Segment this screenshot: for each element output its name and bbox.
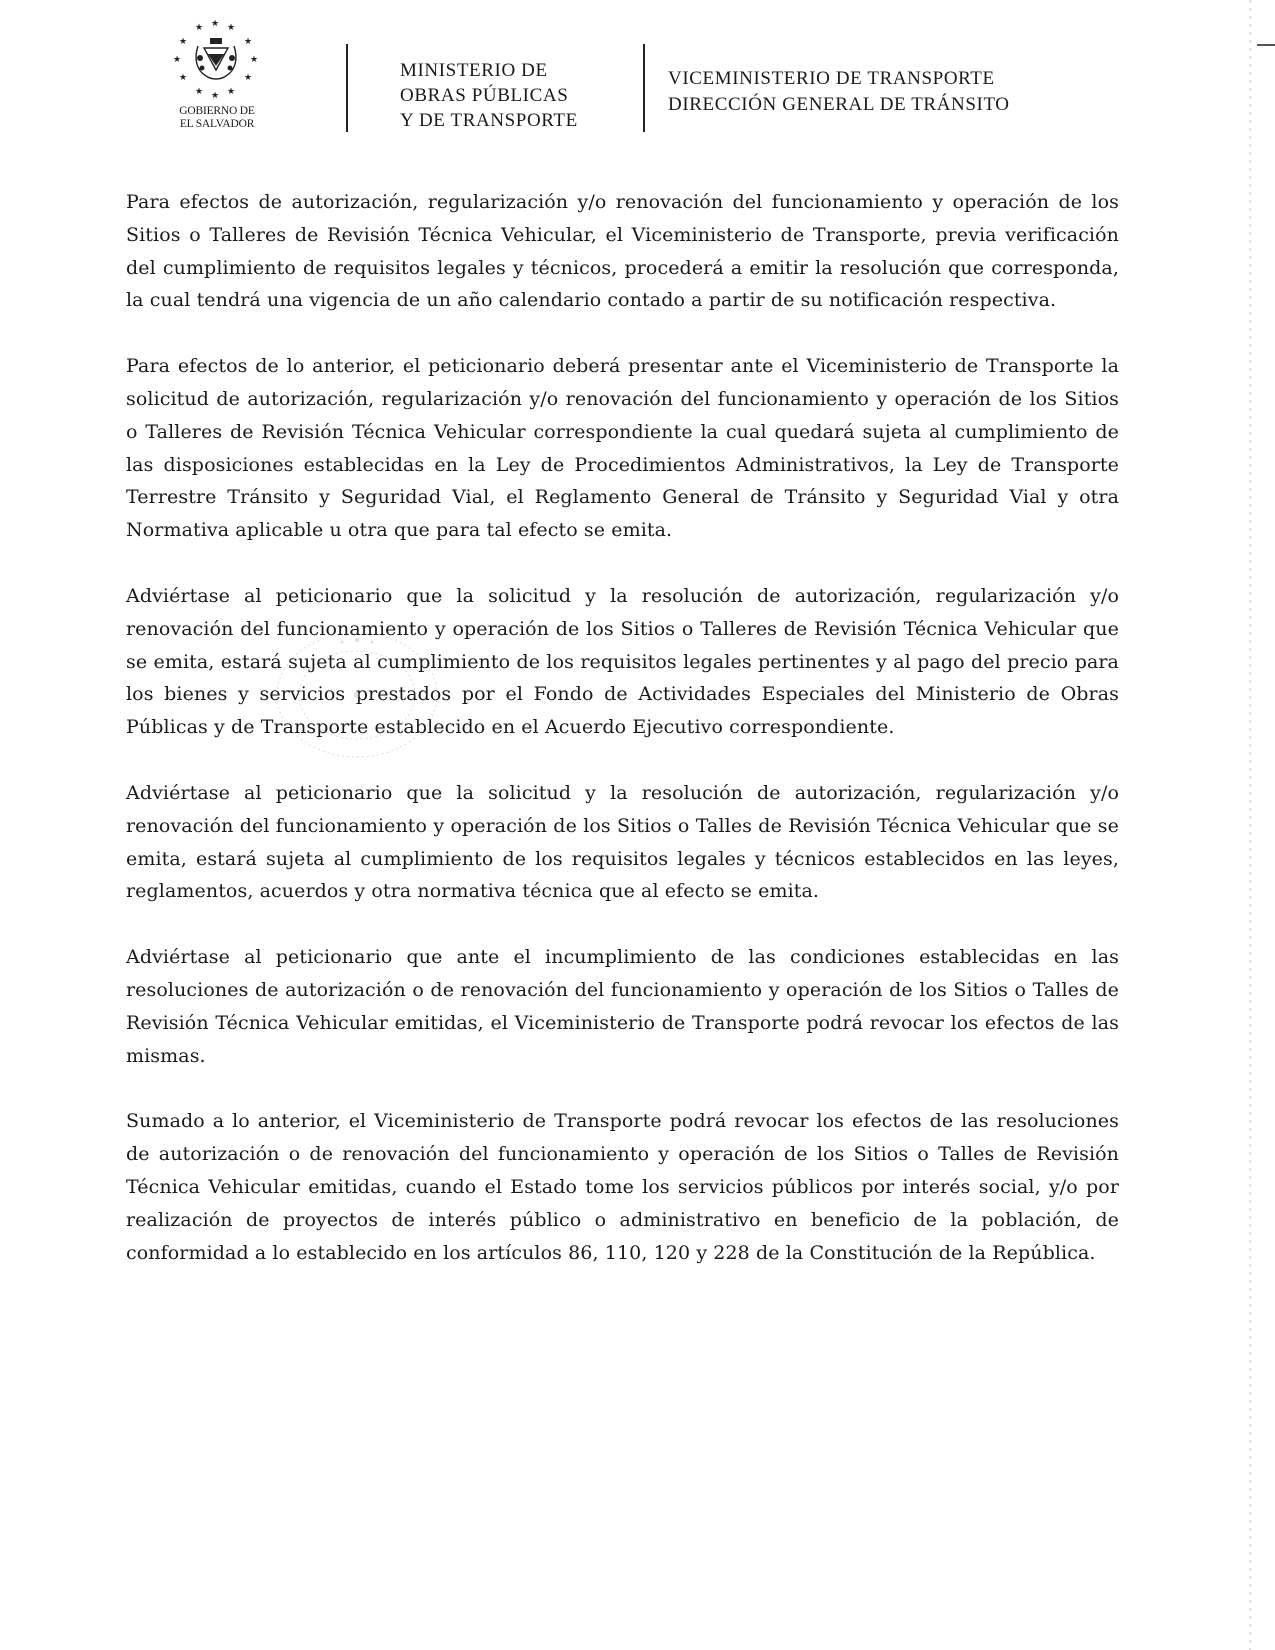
body-paragraph: Adviértase al peticionario que la solicitud y la resolución de autorización, regularización y/o renovación del funcionamiento y operación de los Sitios o Talles de Revisión Técnica Vehicular que se emita, estará sujeta al cumplimiento de los requisitos legales y técnicos establecidos en las leyes, reglamentos, acuerdos y otra normativa técnica que al efecto se emita. (126, 781, 1119, 903)
scan-edge (1249, 0, 1251, 1650)
ministry-name-line: MINISTERIO DE (400, 60, 548, 81)
scan-edge-tick (1257, 44, 1275, 46)
svg-text:★: ★ (173, 55, 182, 65)
svg-text:★: ★ (227, 87, 236, 97)
body-paragraph: Adviértase al peticionario que la solicitud y la resolución de autorización, regularización y/o renovación del funcionamiento y operación de los Sitios o Talleres de Revisión Técnica Vehicular que se emita, estará sujeta al cumplimiento de los requisitos legales pertinentes y al pago del precio para los bienes y servicios prestados por el Fondo de Actividades Especiales del Ministerio de Obras Públicas y de Transporte establecido en el Acuerdo Ejecutivo correspondiente. (126, 584, 1119, 739)
header-divider (346, 44, 348, 132)
vice-ministry-line: DIRECCIÓN GENERAL DE TRÁNSITO (668, 94, 1010, 115)
ministry-name-line: Y DE TRANSPORTE (400, 110, 578, 131)
svg-text:★: ★ (227, 23, 236, 33)
body-paragraph: Para efectos de autorización, regularización y/o renovación del funcionamiento y operación de los Sitios o Talleres de Revisión Técnica Vehicular, el Viceministerio de Transporte, previa verificación del cumplimiento de requisitos legales y técnicos, procederá a emitir la resolución que corresponda, la cual tendrá una vigencia de un año calendario contado a partir de su notificación respectiva. (126, 191, 1119, 312)
svg-text:★: ★ (211, 91, 220, 98)
body-paragraph: Sumado a lo anterior, el Viceministerio de Transporte podrá revocar los efectos de las resoluciones de autorización o de renovación del funcionamiento y operación de los Sitios o Talles de Revisión Técnica Vehicular emitidas, cuando el Estado tome los servicios públicos por interés social, y/o por realización de proyectos de interés público o administrativo en beneficio de la población, de conformidad a lo establecido en los artículos 86, 110, 120 y 228 de la Constitución de la República. (126, 1110, 1119, 1264)
body-paragraph: Para efectos de lo anterior, el peticionario deberá presentar ante el Viceministerio de Transporte la solicitud de autorización, regularización y/o renovación del funcionamiento y operación de los Sitios o Talleres de Revisión Técnica Vehicular correspondiente la cual quedará sujeta al cumplimiento de las disposiciones establecidas en la Ley de Procedimientos Administrativos, la Ley de Transporte Terrestre Tránsito y Seguridad Vial, el Reglamento General de Tránsito y Seguridad Vial y otra Normativa aplicable u otra que para tal efecto se emita. (126, 355, 1119, 542)
government-name-line: EL SALVADOR (179, 118, 255, 130)
svg-text:★: ★ (195, 87, 204, 97)
document-body (126, 186, 1119, 1302)
body-paragraph: Adviértase al peticionario que ante el incumplimiento de las condiciones establecidas en las resoluciones de autorización o de renovación del funcionamiento y operación de los Sitios o Talles de Revisión Técnica Vehicular emitidas, el Viceministerio de Transporte podrá revocar los efectos de las mismas. (126, 946, 1119, 1067)
coat-of-arms-icon (166, 18, 266, 98)
svg-text:★: ★ (211, 19, 220, 29)
svg-text:★: ★ (179, 37, 188, 47)
svg-text:★: ★ (179, 73, 188, 83)
vice-ministry-name (668, 66, 1098, 118)
ministry-name-line: OBRAS PÚBLICAS (400, 85, 569, 106)
svg-text:★: ★ (244, 73, 253, 83)
header-divider (643, 44, 645, 132)
svg-text:★: ★ (250, 55, 259, 65)
letterhead (0, 0, 1275, 150)
government-name-line: GOBIERNO DE (179, 105, 255, 117)
svg-text:★: ★ (244, 37, 253, 47)
ministry-name (400, 58, 630, 133)
svg-text:★: ★ (195, 23, 204, 33)
vice-ministry-line: VICEMINISTERIO DE TRANSPORTE (668, 68, 995, 89)
government-name (150, 105, 284, 131)
